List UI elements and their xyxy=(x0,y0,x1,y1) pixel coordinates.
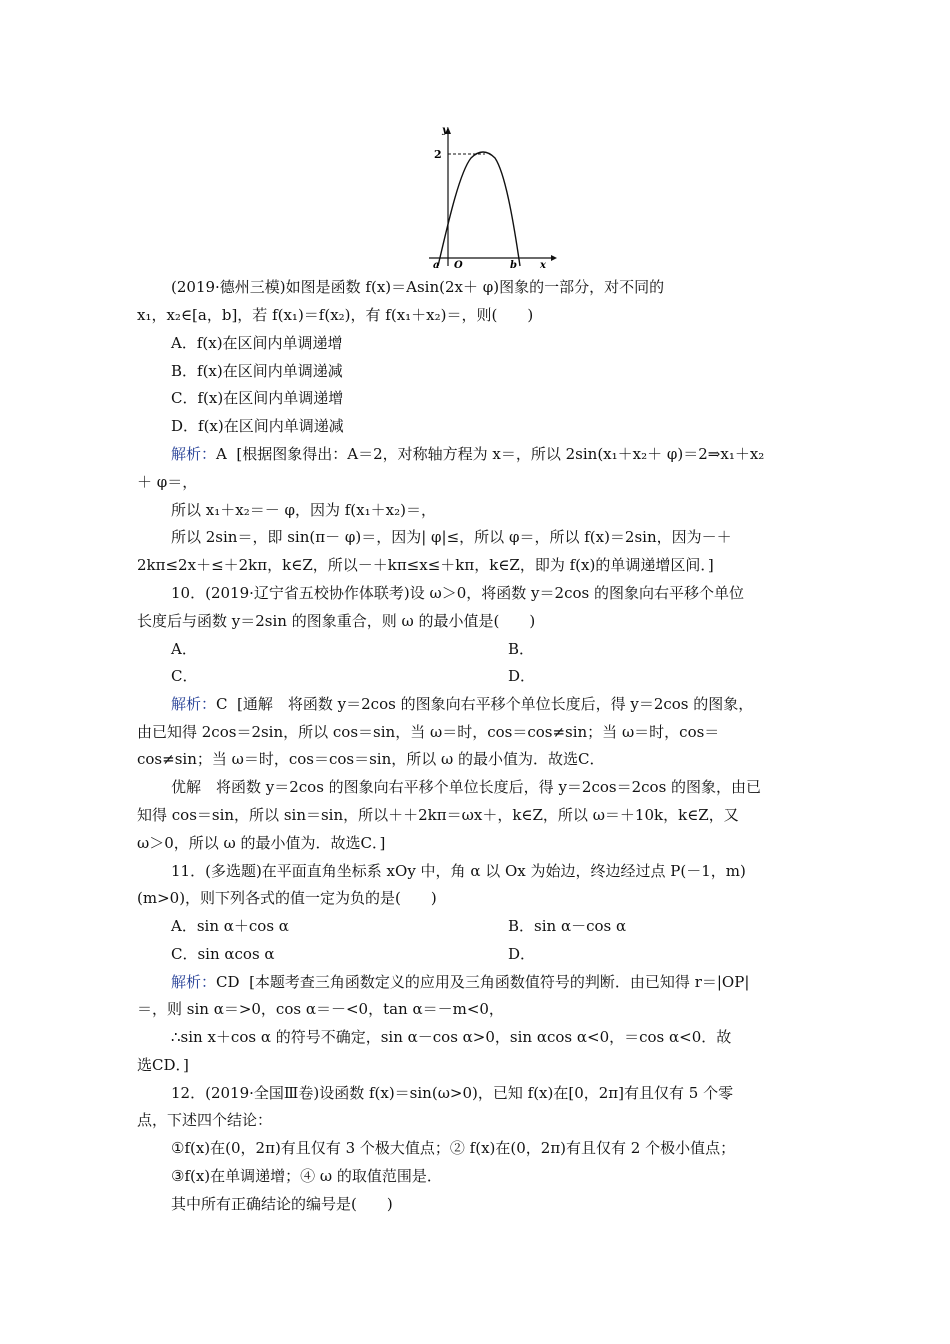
q11-solution-line4: 选CD．] xyxy=(137,1056,189,1074)
y-axis-label: y xyxy=(442,125,448,136)
q10-solution-line5: 知得 cos＝sin，所以 sin＝sin，所以＋＋2kπ＝ωx＋，k∈Z，所以 ω＝＋10k，k∈Z，又 xyxy=(137,806,739,824)
q9-solution-line2: ＋ φ＝， xyxy=(137,473,198,491)
q11-solution-line3: ∴sin x＋cos α 的符号不确定，sin α－cos α>0，sin αcos α<0，＝cos α<0．故 xyxy=(171,1028,732,1046)
q10-solution-line4: 优解 将函数 y＝2cos 的图象向右平移个单位长度后，得 y＝2cos＝2cos 的图象，由已 xyxy=(171,778,762,796)
q9-solution-line1 xyxy=(171,444,950,464)
function-graph xyxy=(425,118,565,270)
q9-solution-line4: 所以 2sin＝，即 sin(π－ φ)＝，因为| φ|≤，所以 φ＝，所以 f(x)＝2sin，因为－＋ xyxy=(171,528,732,546)
solution-text: [通解 将函数 y＝2cos 的图象向右平移个单位长度后，得 y＝2cos 的图象， xyxy=(237,695,754,713)
q10-solution-line3: cos≠sin；当 ω＝时，cos＝cos＝sin，所以 ω 的最小值为．故选C． xyxy=(137,750,605,768)
q10-option-d: D． xyxy=(508,667,536,685)
q10-option-c: C． xyxy=(171,667,198,685)
q12-conclusion-3-4: ③f(x)在单调递增；④ ω 的取值范围是． xyxy=(171,1167,442,1185)
q9-option-a: A．f(x)在区间内单调递增 xyxy=(171,334,343,352)
solution-answer: C xyxy=(216,695,228,713)
q11-option-c: C．sin αcos α xyxy=(171,945,275,963)
solution-label: 解析： xyxy=(171,973,217,991)
q10-option-a: A． xyxy=(171,640,197,658)
q10-solution-line2: 由已知得 2cos＝2sin，所以 cos＝sin，当 ω＝时，cos＝cos≠sin；当 ω＝时，cos＝ xyxy=(137,723,720,741)
x-axis-label: x xyxy=(540,260,546,270)
q10-option-b: B． xyxy=(508,640,535,658)
q9-stem-line1: (2019·德州三模)如图是函数 f(x)＝Asin(2x＋ φ)图象的一部分，对不同的 xyxy=(171,278,665,296)
solution-label: 解析： xyxy=(171,695,217,713)
q10-stem-line2: 长度后与函数 y＝2sin 的图象重合，则 ω 的最小值是( ) xyxy=(137,612,536,630)
sine-curve xyxy=(438,152,520,266)
solution-text: [本题考查三角函数定义的应用及三角函数值符号的判断．由已知得 r＝|OP| xyxy=(249,973,750,991)
q11-solution-line1 xyxy=(171,972,950,992)
max-value-label: 2 xyxy=(434,148,442,161)
q9-stem-line2: x₁，x₂∈[a，b]，若 f(x₁)＝f(x₂)，有 f(x₁＋x₂)＝，则( ) xyxy=(137,306,534,324)
q9-option-c: C．f(x)在区间内单调递增 xyxy=(171,389,344,407)
solution-answer: CD xyxy=(216,973,240,991)
solution-text: [根据图象得出：A＝2，对称轴方程为 x＝，所以 2sin(x₁＋x₂＋ φ)＝2⇒x₁＋x₂ xyxy=(236,445,765,463)
q9-option-b: B．f(x)在区间内单调递减 xyxy=(171,362,343,380)
a-label: a xyxy=(433,260,440,270)
q12-stem-line1: 12．(2019·全国Ⅲ卷)设函数 f(x)＝sin(ω>0)，已知 f(x)在[0，2π]有且仅有 5 个零 xyxy=(171,1084,734,1102)
q10-stem-line1: 10．(2019·辽宁省五校协作体联考)设 ω＞0，将函数 y＝2cos 的图象向右平移个单位 xyxy=(171,584,744,602)
q9-solution-line5: 2kπ≤2x＋≤＋2kπ，k∈Z，所以－＋kπ≤x≤＋kπ，k∈Z，即为 f(x)的单调递增区间．] xyxy=(137,556,714,574)
q12-stem-line2: 点，下述四个结论： xyxy=(137,1111,273,1129)
q11-solution-line2: ＝，则 sin α＝>0，cos α＝－<0，tan α＝－m<0， xyxy=(137,1000,504,1018)
q9-solution-line3: 所以 x₁＋x₂＝－ φ，因为 f(x₁＋x₂)＝， xyxy=(171,501,436,519)
solution-answer: A xyxy=(216,445,227,463)
origin-label: O xyxy=(454,260,463,270)
q11-option-d: D． xyxy=(508,945,536,963)
q11-option-b: B．sin α－cos α xyxy=(508,917,627,935)
q10-solution-line6: ω＞0，所以 ω 的最小值为．故选C．] xyxy=(137,834,386,852)
q12-question: 其中所有正确结论的编号是( ) xyxy=(171,1195,393,1213)
q11-stem-line1: 11．(多选题)在平面直角坐标系 xOy 中，角 α 以 Ox 为始边，终边经过点 P(－1，m) xyxy=(171,862,746,880)
q11-option-a: A．sin α＋cos α xyxy=(171,917,289,935)
q10-solution-line1 xyxy=(171,694,950,714)
x-axis-arrow xyxy=(551,255,557,261)
solution-label: 解析： xyxy=(171,445,217,463)
q9-option-d: D．f(x)在区间内单调递减 xyxy=(171,417,344,435)
q12-conclusion-1-2: ①f(x)在(0，2π)有且仅有 3 个极大值点；② f(x)在(0，2π)有且仅有 2 个极小值点； xyxy=(171,1139,736,1157)
b-label: b xyxy=(510,260,517,270)
q11-stem-line2: (m>0)，则下列各式的值一定为负的是( ) xyxy=(137,889,437,907)
